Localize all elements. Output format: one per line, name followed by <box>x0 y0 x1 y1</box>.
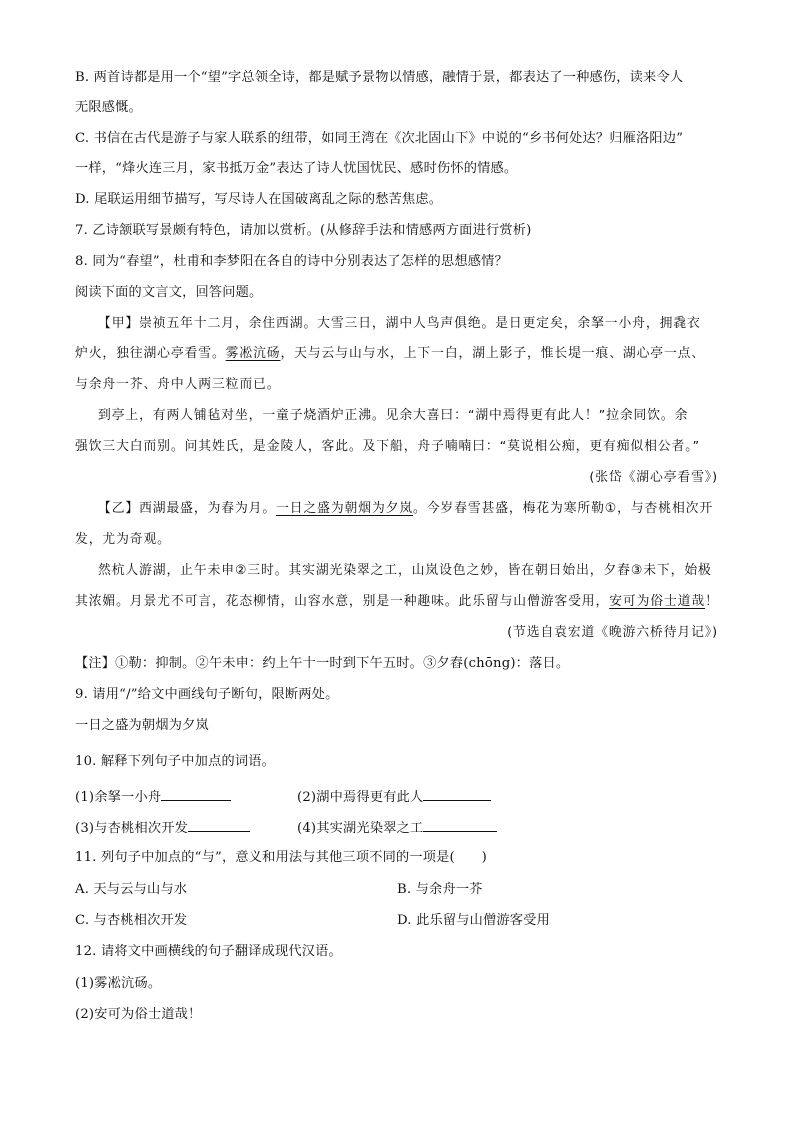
answer-blank[interactable] <box>161 786 231 801</box>
passage-text: ，天与云与山与水，上下一白，湖上影子，惟长堤一痕、湖心亭一点、 <box>280 346 706 361</box>
q10-item-4 <box>297 817 497 839</box>
q12-item-2: (2)安可为俗士道哉！ <box>75 1007 202 1022</box>
passage-jia-line3: 与余舟一芥、舟中人两三粒而已。 <box>75 377 281 392</box>
q12-item-1: (1)雾凇沆砀。 <box>75 976 162 991</box>
question-7: 7. 乙诗颔联写景颇有特色，请加以赏析。(从修辞手法和情感两方面进行赏析) <box>75 223 532 238</box>
q11-option-d[interactable]: D. 此乐留与山僧游客受用 <box>397 913 550 928</box>
answer-blank[interactable] <box>423 817 497 832</box>
passage-yi-line2: 发，尤为奇观。 <box>75 532 171 547</box>
passage-text: ！ <box>705 594 719 609</box>
item-text: (4)其实湖光染翠之工 <box>297 821 424 836</box>
item-text: (3)与杏桃相次开发 <box>75 821 188 836</box>
passage-text: 其浓媚。月景尤不可言，花态柳情，山容水意，别是一种趣味。此乐留与山僧游客受用， <box>75 594 610 609</box>
q10-item-1 <box>75 786 231 808</box>
q6-option-c-line2: 一样，“烽火连三月，家书抵万金”表达了诗人忧国忧民、感时伤怀的情感。 <box>75 161 518 176</box>
q11-option-b[interactable]: B. 与余舟一芥 <box>397 882 483 897</box>
item-text: (1)余拏一小舟 <box>75 790 162 805</box>
question-10: 10. 解释下列句子中加点的词语。 <box>75 754 276 769</box>
passage-yi-line4 <box>75 592 719 612</box>
answer-blank[interactable] <box>188 817 250 832</box>
q11-option-c[interactable]: C. 与杏桃相次开发 <box>75 913 188 928</box>
underlined-sentence: 雾凇沆砀 <box>225 346 281 361</box>
question-9: 9. 请用“/”给文中画线句子断句，限断两处。 <box>75 687 339 702</box>
passage-jia-line5: 强饮三大白而别。问其姓氏，是金陵人，客此。及下船，舟子喃喃曰：“莫说相公痴，更有痴似相公者。” <box>75 439 701 454</box>
passage-yi-source: (节选自袁宏道《晚游六桥待月记》) <box>507 625 718 640</box>
passage-jia-source: (张岱《湖心亭看雪》) <box>589 470 718 485</box>
q6-option-c-line1: C. 书信在古代是游子与家人联系的纽带，如同王湾在《次北固山下》中说的“乡书何处达？归雁洛阳边” <box>75 131 684 146</box>
item-text: (2)湖中焉得更有此人 <box>297 790 424 805</box>
q10-item-3 <box>75 817 250 839</box>
passage-yi-line3: 然杭人游湖，止午未申②三时。其实湖光染翠之工，山岚设色之妙，皆在朝日始出，夕舂③未下，始极 <box>98 563 712 578</box>
q6-option-d: D. 尾联运用细节描写，写尽诗人在国破离乱之际的愁苦焦虑。 <box>75 192 443 207</box>
q6-option-b-line2: 无限感慨。 <box>75 100 142 115</box>
answer-blank[interactable] <box>423 786 491 801</box>
question-11: 11. 列句子中加点的“与”，意义和用法与其他三项不同的一项是( ) <box>75 850 487 865</box>
passage-jia-line2 <box>75 344 705 364</box>
q11-option-a[interactable]: A. 天与云与山与水 <box>75 882 188 897</box>
underlined-sentence: 安可为俗士道哉 <box>609 594 706 609</box>
passage-text: 。今岁春雪甚盛，梅花为寒所勒①，与杏桃相次开 <box>413 501 714 516</box>
reading-instruction: 阅读下面的文言文，回答问题。 <box>75 285 263 300</box>
question-12: 12. 请将文中画横线的句子翻译成现代汉语。 <box>75 944 342 959</box>
passage-jia-line4: 到亭上，有两人铺毡对坐，一童子烧酒炉正沸。见余大喜曰：“湖中焉得更有此人！”拉余同饮。余 <box>98 408 689 423</box>
q6-option-b-line1: B. 两首诗都是用一个“望”字总领全诗，都是赋予景物以情感，融情于景，都表达了一种感伤，读来令人 <box>75 70 684 85</box>
annotation-note: 【注】①勒：抑制。②午未申：约上午十一时到下午五时。③夕舂(chōng)：落日。 <box>75 656 570 671</box>
underlined-sentence: 一日之盛为朝烟为夕岚 <box>276 501 414 516</box>
question-9-sentence: 一日之盛为朝烟为夕岚 <box>75 718 209 733</box>
passage-jia-line1: 【甲】崇祯五年十二月，余住西湖。大雪三日，湖中人鸟声俱绝。是日更定矣，余拏一小舟，拥毳衣 <box>98 316 701 331</box>
passage-yi-line1 <box>98 499 713 519</box>
question-8: 8. 同为“春望”，杜甫和李梦阳在各自的诗中分别表达了怎样的思想感情？ <box>75 254 508 269</box>
passage-text: 炉火，独往湖心亭看雪。 <box>75 346 226 361</box>
q10-item-2 <box>297 786 491 808</box>
passage-text: 【乙】西湖最盛，为春为月。 <box>98 501 277 516</box>
